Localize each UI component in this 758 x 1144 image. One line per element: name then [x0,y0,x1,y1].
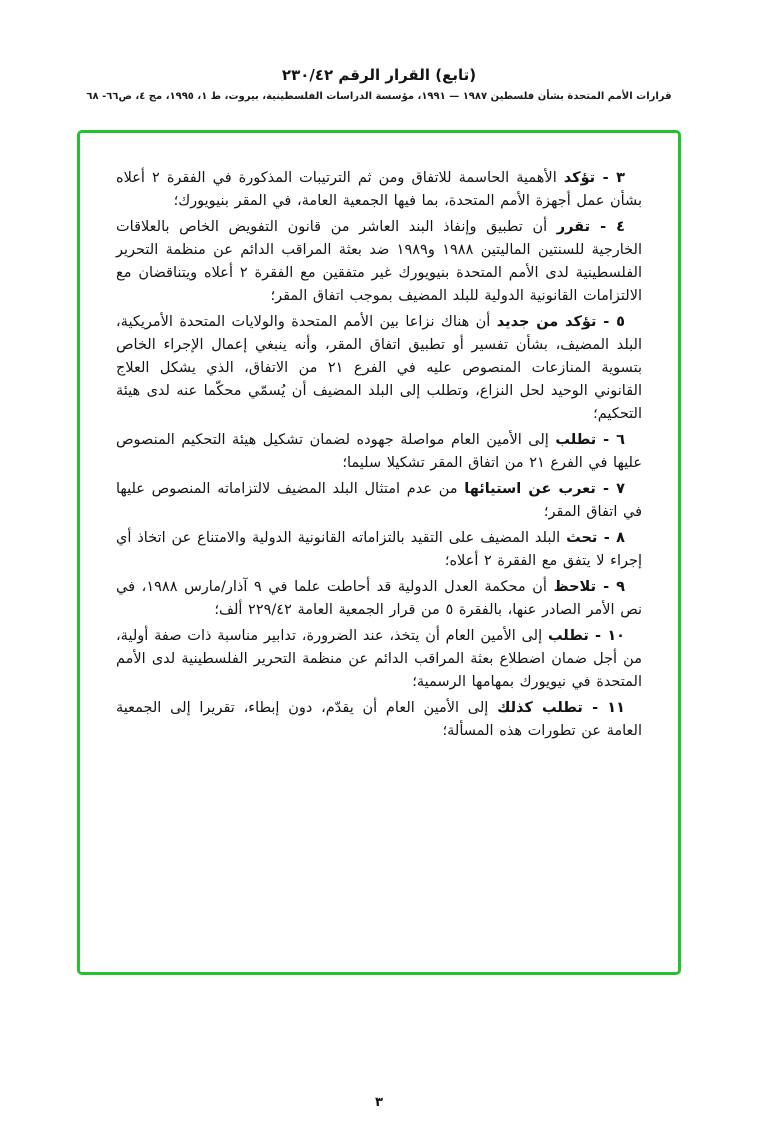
paragraph-number: ٩ [616,579,626,595]
paragraph-text: إلى الأمين العام أن يقدّم، دون إبطاء، تقريرا إلى الجمعية العامة عن تطورات هذه المسألة؛ [116,700,642,739]
paragraph-number: ١١ [607,700,625,716]
page-number: ٣ [375,1095,383,1110]
paragraph-lead-word: تعرب عن استيائها [464,481,596,497]
paragraph-lead-word: تطلب [555,432,597,448]
paragraph-text: أن محكمة العدل الدولية قد أحاطت علما في ٩ آذار/مارس ١٩٨٨، في نص الأمر الصادر عنها، بالفقرة ٥ من قرار الجمعية العامة ٢٢٩/٤٢ ألف؛ [116,579,642,618]
paragraph-text: إلى الأمين العام مواصلة جهوده لضمان تشكيل هيئة التحكيم المنصوص عليها في الفرع ٢١ من اتفاق المقر تشكيلا سليما؛ [116,432,642,471]
paragraph-lead-word: تلاحظ [553,579,597,595]
paragraph-text: إلى الأمين العام أن يتخذ، عند الضرورة، تدابير مناسبة ذات صفة أولية، من أجل ضمان اضطلاع بعثة المراقب الدائم عن منظمة التحرير الفلسطينية لدى الأمم المتحدة في نيويورك بمهامها الرسمية؛ [116,628,642,690]
paragraph-separator: - [588,628,608,644]
paragraph-separator: - [597,530,617,546]
document-source-line: قرارات الأمم المتحدة بشأن فلسطين ١٩٨٧ — ١٩٩١، مؤسسة الدراسات الفلسطينية، بيروت، ط ١، ١٩٩٥، مج ٤، ص٦٦- ٦٨ [86,91,672,102]
paragraph-number: ٧ [616,481,625,497]
paragraph-lead-word: تؤكد [563,170,596,186]
resolution-paragraph [116,625,642,694]
paragraph-separator: - [590,219,617,235]
paragraph-number: ٥ [616,314,625,330]
paragraph-separator: - [596,432,617,448]
resolution-paragraph [116,527,642,573]
resolution-paragraph [116,576,642,622]
paragraph-number: ٤ [616,219,626,235]
paragraph-lead-word: تقرر [556,219,591,235]
paragraph-number: ٣ [616,170,625,186]
resolution-paragraph [116,429,642,475]
document-title: (تابع) القرار الرقم ٢٣٠/٤٢ [281,66,477,84]
paragraph-separator: - [595,481,617,497]
paragraph-text: أن هناك نزاعا بين الأمم المتحدة والولايات المتحدة الأمريكية، البلد المضيف، بشأن تفسير أو تطبيق اتفاق المقر، وأنه ينبغي إعمال الإجراء الخاص بتسوية المنازعات المنصوص عليه في الفرع ٢١ من الاتفاق، الذي يشكل العلاج القانوني الوحيد لحل النزاع، وتطلب إلى البلد المضيف أن يُسمّي محكّما عنه لدى هيئة التحكيم؛ [116,314,643,422]
resolution-paragraph [116,478,642,524]
paragraph-lead-word: تطلب كذلك [497,700,583,716]
resolution-paragraph [116,311,642,426]
paragraph-number: ١٠ [607,628,626,644]
document-page [0,66,758,1110]
resolution-paragraphs [116,167,642,743]
paragraph-separator: - [596,579,617,595]
paragraph-separator: - [595,170,617,186]
paragraph-separator: - [582,700,608,716]
paragraph-text: الأهمية الحاسمة للاتفاق ومن ثم الترتيبات المذكورة في الفقرة ٢ أعلاه بشأن عمل أجهزة الأمم المتحدة، بما فيها الجمعية العامة، في المقر بنيويورك؛ [116,170,642,209]
paragraph-lead-word: تؤكد من جديد [496,314,597,330]
paragraph-text: أن تطبيق وإنفاذ البند العاشر من قانون التفويض الخاص بالعلاقات الخارجية للسنتين الماليتين ١٩٨٨ و١٩٨٩ ضد بعثة المراقب الدائم عن منظمة التحرير الفلسطينية لدى الأمم المتحدة بنيويورك غير متفقين مع الفقرة ٢ أعلاه ويتناقضان مع الالتزامات القانونية الدولية للبلد المضيف بموجب اتفاق المقر؛ [116,219,642,304]
paragraph-text: البلد المضيف على التقيد بالتزاماته القانونية الدولية والامتناع عن اتخاذ أي إجراء لا يتفق مع الفقرة ٢ أعلاه؛ [116,530,642,569]
resolution-text-box [77,130,681,975]
paragraph-lead-word: تطلب [547,628,589,644]
document-header [0,66,758,102]
resolution-paragraph [116,216,642,308]
paragraph-separator: - [596,314,617,330]
resolution-paragraph [116,697,642,743]
paragraph-lead-word: تحث [566,530,598,546]
paragraph-text: من عدم امتثال البلد المضيف لالتزاماته المنصوص عليها في اتفاق المقر؛ [116,481,642,520]
paragraph-number: ٦ [616,432,625,448]
paragraph-number: ٨ [616,530,626,546]
resolution-paragraph [116,167,642,213]
page-footer [0,1091,758,1110]
